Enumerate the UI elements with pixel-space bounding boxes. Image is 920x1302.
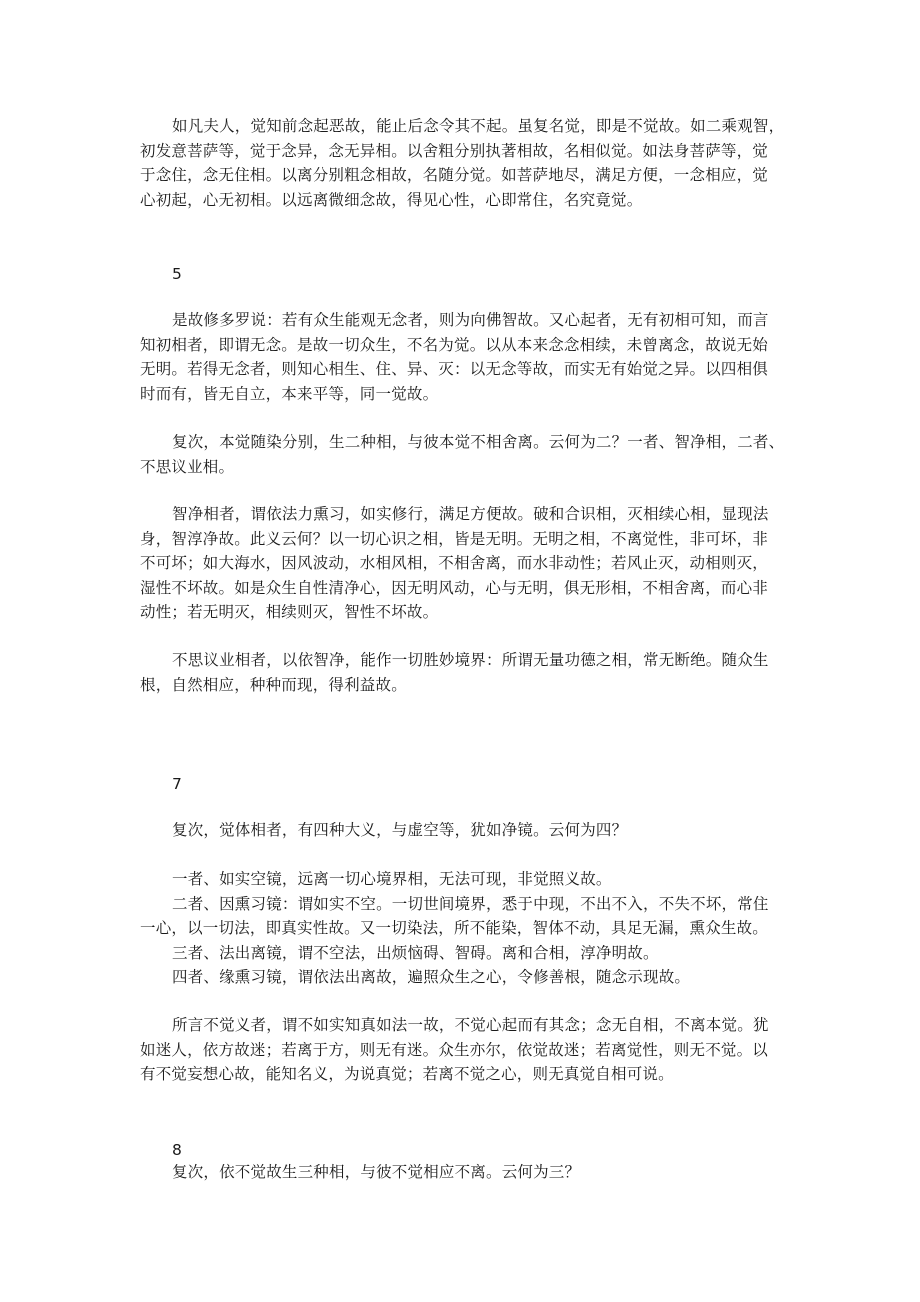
- text-line: 如凡夫人，觉知前念起恶故，能止后念令其不起。虽复名觉，即是不觉故。如二乘观智，: [172, 117, 785, 135]
- paragraph-8: [140, 1013, 785, 1087]
- text-line: 复次，依不觉故生三种相，与彼不觉相应不离。云何为三？: [172, 1163, 581, 1181]
- paragraph-3: [140, 430, 785, 479]
- paragraph-1: [140, 114, 785, 212]
- text-line: 动性；若无明灭，相续则灭，智性不坏故。: [140, 603, 439, 621]
- text-line: 一心，以一切法，即真实性故。又一切染法，所不能染，智体不动，具足无漏，熏众生故。: [140, 919, 769, 937]
- text-line: 心初起，心无初相。以远离微细念故，得见心性，心即常住，名究竟觉。: [140, 190, 643, 209]
- text-line: 智净相者，谓依法力熏习，如实修行，满足方便故。破和合识相，灭相续心相，显现法: [172, 505, 769, 523]
- text-line: 不思议业相者，以依智净，能作一切胜妙境界：所谓无量功德之相，常无断绝。随众生: [172, 651, 769, 669]
- paragraph-4: [140, 502, 785, 625]
- text-line: 如迷人，依方故迷；若离于方，则无有迷。众生亦尔，依觉故迷；若离觉性，则无不觉。以: [140, 1040, 769, 1059]
- text-line: 初发意菩萨等，觉于念异，念无异相。以舍粗分别执著相故，名相似觉。如法身菩萨等，觉: [140, 141, 769, 160]
- text-line: 有不觉妄想心故，能知名义，为说真觉；若离不觉之心，则无真觉自相可说。: [140, 1065, 674, 1083]
- paragraph-7: [140, 867, 785, 990]
- text-line: 无明。若得无念者，则知心相生、住、异、灭：以无念等故，而实无有始觉之异。以四相俱: [140, 360, 769, 378]
- text-line: 所言不觉义者，谓不如实知真如法一故，不觉心起而有其念；念无自相，不离本觉。犹: [172, 1016, 769, 1034]
- text-line: 三者、法出离镜，谓不空法，出烦恼碍、智碍。离和合相，淳净明故。: [172, 943, 659, 962]
- section-number-5: 5: [172, 265, 182, 283]
- text-line: 身，智淳净故。此义云何？以一切心识之相，皆是无明。无明之相，不离觉性，非可坏，非: [140, 529, 769, 548]
- text-line: 复次，本觉随染分别，生二种相，与彼本觉不相舍离。云何为二？一者、智净相，二者、: [172, 433, 785, 451]
- text-line: 一者、如实空镜，远离一切心境界相，无法可现，非觉照义故。: [172, 870, 612, 888]
- text-line: 二者、因熏习镜：谓如实不空。一切世间境界，悉于中现，不出不入，不失不坏，常住: [172, 894, 769, 913]
- text-line: 时而有，皆无自立，本来平等，同一觉故。: [140, 384, 439, 403]
- paragraph-2: [140, 308, 785, 406]
- text-line: 不思议业相。: [140, 457, 235, 476]
- paragraph-6: [140, 818, 785, 843]
- text-line: 湿性不坏故。如是众生自性清净心，因无明风动，心与无明，俱无形相，不相舍离，而心非: [140, 578, 769, 597]
- text-line: 不可坏；如大海水，因风波动，水相风相，不相舍离，而水非动性；若风止灭，动相则灭，: [140, 554, 769, 572]
- paragraph-5: [140, 648, 785, 697]
- text-line: 知初相者，即谓无念。是故一切众生，不名为觉。以从本来念念相续，未曾离念，故说无始: [140, 335, 769, 354]
- text-line: 是故修多罗说：若有众生能观无念者，则为向佛智故。又心起者，无有初相可知，而言: [172, 311, 769, 329]
- paragraph-9: [140, 1160, 785, 1185]
- section-number-8: 8: [172, 1141, 182, 1159]
- section-number-7: 7: [172, 775, 182, 793]
- text-line: 于念住，念无住相。以离分别粗念相故，名随分觉。如菩萨地尽，满足方便，一念相应，觉: [140, 166, 769, 184]
- text-line: 根，自然相应，种种而现，得利益故。: [140, 675, 407, 694]
- text-line: 四者、缘熏习镜，谓依法出离故，遍照众生之心，令修善根，随念示现故。: [172, 968, 691, 986]
- text-line: 复次，觉体相者，有四种大义，与虚空等，犹如净镜。云何为四？: [172, 821, 628, 839]
